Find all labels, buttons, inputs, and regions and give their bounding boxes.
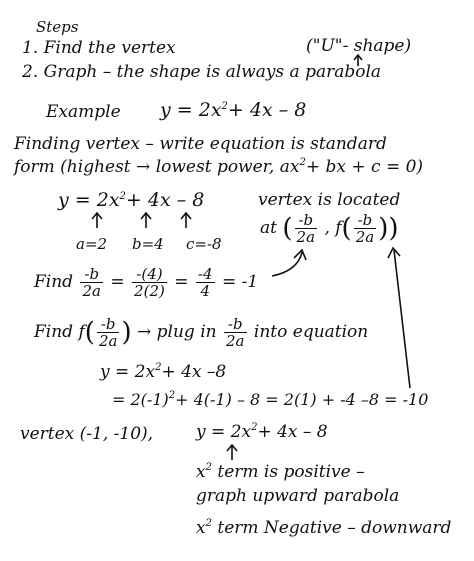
positive-note-line-2: graph upward parabola [196, 486, 400, 506]
example-rhs: + 4x – 8 [227, 99, 307, 121]
standard-lhs: y = 2x [58, 189, 120, 211]
vertex-eq-up-arrow [227, 445, 237, 460]
finding-line-2-exp: 2 [299, 157, 306, 168]
step-2: 2. Graph – the shape is always a parabola [22, 62, 382, 82]
example-lhs: y = 2x [160, 99, 222, 121]
vertex-x-den: 2a [296, 228, 316, 246]
neg-x: x [196, 518, 206, 538]
example-label: Example [46, 102, 121, 122]
sub-1a: y = 2x [100, 362, 156, 382]
sub-2-exp: 2 [168, 390, 176, 401]
step-1: 1. Find the vertex [22, 38, 176, 58]
find-x-label: Find [34, 272, 74, 292]
u-shape-up-arrow [354, 55, 362, 66]
neg-exp: 2 [205, 518, 212, 529]
u-shape-note: ("U"- shape) [306, 36, 412, 56]
vertex-x-num: -b [295, 212, 318, 229]
coef-c: c=-8 [186, 235, 222, 253]
find-f-plug-text: → plug in [137, 322, 217, 342]
find-f-label: Find [34, 322, 74, 342]
find-x-frac-2-num: -(4) [132, 266, 167, 283]
vr-eq-a: y = 2x [196, 422, 252, 442]
steps-title: Steps [36, 18, 79, 36]
coef-b: b=4 [132, 235, 164, 253]
vertex-f-den: 2a [355, 228, 375, 246]
vertex-f-num: -b [354, 212, 377, 229]
find-x-eq-1: = [110, 272, 125, 292]
vertex-at: at [260, 218, 277, 238]
sub-2b: + 4(-1) – 8 = 2(1) + -4 –8 = -10 [175, 390, 429, 409]
find-x-frac-3-den: 4 [200, 282, 210, 300]
vertex-f: f [335, 218, 342, 238]
sub-2a: = 2(-1) [112, 390, 169, 409]
sub-1b: + 4x –8 [161, 362, 227, 382]
example-exp: 2 [221, 101, 228, 112]
find-x-result: = -1 [221, 272, 259, 292]
find-x-eq-2: = [174, 272, 189, 292]
find-x-frac-3-num: -4 [197, 265, 213, 283]
find-f-num: -b [97, 316, 120, 333]
find-f-num-2: -b [224, 316, 247, 333]
vertex-result-label: vertex (-1, -10), [20, 424, 154, 444]
standard-exp: 2 [119, 191, 126, 202]
finding-line-2b: + bx + c = 0) [305, 157, 424, 177]
curved-arrow-to-vertex [272, 250, 306, 276]
finding-line-1: Finding vertex – write equation is standard [14, 134, 387, 154]
find-x-frac-1-num: -b [80, 266, 103, 283]
coef-a: a=2 [76, 235, 108, 253]
find-f-f: f [78, 322, 85, 342]
vertex-at-expression: at ( $\frac{-b}{2a}$ , f( $\frac{-b}{2a}$ )) [260, 211, 399, 246]
find-x-frac-1-den: 2a [82, 282, 101, 300]
vertex-comma: , [324, 218, 330, 238]
find-f-into: into equation [253, 322, 369, 342]
vr-eq-exp: 2 [251, 422, 258, 433]
neg-text: term Negative – downward [211, 518, 452, 538]
pos-x: x [196, 462, 206, 482]
coef-c-arrow [181, 213, 191, 228]
finding-line-2a: form (highest → lowest power, ax [14, 157, 300, 177]
long-arrow-to-f [388, 248, 410, 388]
coef-b-arrow [141, 213, 151, 228]
vertex-located-line: vertex is located [258, 190, 401, 210]
find-f-row: Find f( $\frac{-b}{2a}$ ) → plug in $\frac{-b}{2a}$ into equation [34, 315, 369, 350]
coef-a-arrow [92, 213, 102, 228]
vr-eq-b: + 4x – 8 [257, 422, 328, 442]
find-f-den: 2a [98, 332, 118, 350]
sub-1-exp: 2 [155, 362, 162, 373]
standard-rhs: + 4x – 8 [125, 189, 205, 211]
find-f-den-2: 2a [226, 332, 245, 350]
pos-text: term is positive – [211, 462, 365, 482]
pos-exp: 2 [205, 462, 212, 473]
find-x-frac-2-den: 2(2) [134, 282, 165, 300]
